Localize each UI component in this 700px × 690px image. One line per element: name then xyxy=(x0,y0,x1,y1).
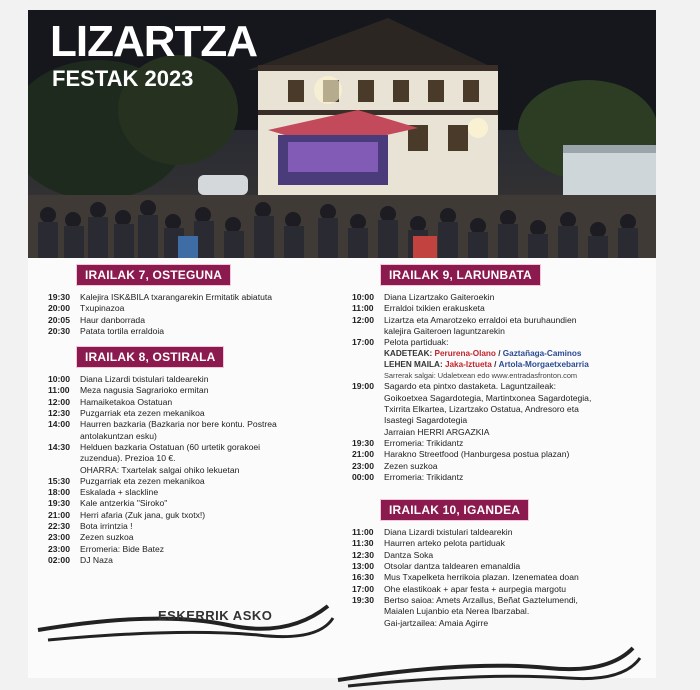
event-time xyxy=(48,453,80,464)
day-badge-saturday: IRAILAK 9, LARUNBATA xyxy=(380,264,541,286)
event-time: 12:00 xyxy=(48,396,70,407)
event-time: 11:00 xyxy=(48,385,70,396)
schedule-row xyxy=(352,449,652,460)
event-text: Puzgarriak eta zezen mekanikoa xyxy=(80,408,205,419)
event-time: 02:00 xyxy=(48,554,70,565)
event-time: 23:00 xyxy=(48,532,70,543)
event-text: Erraldoi txikien erakusketa xyxy=(384,303,485,314)
event-time: 20:00 xyxy=(48,303,70,314)
event-time xyxy=(48,465,80,476)
schedule-row xyxy=(352,550,652,561)
schedule-row xyxy=(352,472,652,483)
header-photo xyxy=(28,10,656,258)
event-time: 19:30 xyxy=(352,594,374,605)
event-text: Mus Txapelketa herrikoia plazan. Izenematea doan xyxy=(384,572,579,583)
event-text: antolakuntzan esku) xyxy=(80,430,157,441)
schedule-row xyxy=(352,337,652,348)
event-text: Goikoetxea Sagardotegia, Martintxonea Sagardotegia, xyxy=(384,392,592,403)
schedule-row xyxy=(352,303,652,314)
event-text: Erromeria: Bide Batez xyxy=(80,543,165,554)
event-text: Haur danborrada xyxy=(80,314,145,325)
event-time xyxy=(48,431,80,442)
schedule-row xyxy=(352,527,652,538)
event-time xyxy=(352,427,384,438)
schedule-row xyxy=(48,544,348,555)
schedule-row xyxy=(48,532,348,543)
event-text: Helduen bazkaria Ostatuan (60 urtetik gorakoei xyxy=(80,441,261,452)
event-time: 11:00 xyxy=(352,303,374,314)
event-time: 19:30 xyxy=(48,498,70,509)
day-badge-friday: IRAILAK 8, OSTIRALA xyxy=(76,346,224,368)
schedule-row xyxy=(352,538,652,549)
event-time: 00:00 xyxy=(352,471,374,482)
event-time xyxy=(352,415,384,426)
event-text: Haurren arteko pelota partiduak xyxy=(384,538,505,549)
schedule-row xyxy=(352,292,652,303)
schedule-row xyxy=(48,510,348,521)
event-text: Bertso saioa: Amets Arzallus, Beñat Gaztelumendi, xyxy=(384,594,578,605)
event-time: 21:00 xyxy=(352,449,374,460)
event-text: Erromeria: Trikidantz xyxy=(384,471,464,482)
event-text: Txupinazoa xyxy=(80,303,125,314)
event-text: Sagardo eta pintxo dastaketa. Laguntzaileak: xyxy=(384,381,556,392)
title-subtitle: FESTAK 2023 xyxy=(52,66,194,91)
schedule-row xyxy=(48,498,348,509)
event-time: 15:30 xyxy=(48,475,70,486)
event-text: Harakno Streetfood (Hanburgesa postua plazan) xyxy=(384,449,570,460)
event-text: Kalejira ISK&BILA txarangarekin Ermitatik abiatuta xyxy=(80,292,273,302)
festival-poster xyxy=(28,10,656,678)
event-text: Gai-jartzailea: Amaia Agirre xyxy=(384,617,489,628)
pelota-kadeteak: KADETEAK: Perurena-Olano / Gaztañaga-Caminos xyxy=(384,349,582,359)
schedule-row xyxy=(48,385,348,396)
event-time xyxy=(352,393,384,404)
schedule-row xyxy=(48,487,348,498)
pelota-lehen-maila: LEHEN MAILA: Jaka-Iztueta / Artola-Morgaetxebarria xyxy=(384,360,589,370)
day2-schedule xyxy=(48,374,348,566)
event-time: 11:00 xyxy=(352,527,374,538)
schedule-row xyxy=(352,427,652,438)
event-text: Dantza Soka xyxy=(384,549,434,560)
event-text: Kale antzerkia "Siroko" xyxy=(80,498,168,509)
schedule-row xyxy=(352,315,652,326)
schedule-row xyxy=(48,476,348,487)
event-time: 17:00 xyxy=(352,337,374,348)
event-time: 14:00 xyxy=(48,419,70,430)
event-time: 19:30 xyxy=(352,437,374,448)
schedule-row xyxy=(352,461,652,472)
event-text: zuzendua). Prezioa 10 €. xyxy=(80,453,176,464)
event-text: OHARRA: Txartelak salgai ohiko lekuetan xyxy=(80,464,240,475)
schedule-row xyxy=(48,315,348,326)
event-text: Erromeria: Trikidantz xyxy=(384,437,464,448)
schedule-row xyxy=(352,404,652,415)
schedule-row xyxy=(352,438,652,449)
event-time: 12:30 xyxy=(48,408,70,419)
schedule-row xyxy=(48,431,348,442)
schedule-row xyxy=(48,521,348,532)
event-time: 12:00 xyxy=(352,314,374,325)
schedule-row xyxy=(48,397,348,408)
day-badge-thursday: IRAILAK 7, OSTEGUNA xyxy=(76,264,231,286)
schedule-row xyxy=(352,381,652,392)
event-text: Diana Lizardi txistulari taldearekin xyxy=(384,527,513,538)
event-time: 20:05 xyxy=(48,314,70,325)
event-time: 16:30 xyxy=(352,572,374,583)
event-text: Eskalada + slackline xyxy=(80,487,159,498)
schedule-row xyxy=(352,326,652,337)
day3-schedule-cont xyxy=(352,381,652,483)
event-time: 23:00 xyxy=(48,543,70,554)
schedule-row xyxy=(352,393,652,404)
event-text: Isastegi Sagardotegia xyxy=(384,415,468,426)
event-text: Diana Lizartzako Gaiteroekin xyxy=(384,292,495,302)
day-badge-sunday: IRAILAK 10, IGANDEA xyxy=(380,499,529,521)
event-text: Maialen Lujanbio eta Nerea Ibarzabal. xyxy=(384,606,530,617)
event-text: Diana Lizardi txistulari taldearekin xyxy=(80,374,209,385)
event-text: Pelota partiduak: xyxy=(384,337,449,348)
event-time xyxy=(352,404,384,415)
left-column xyxy=(48,264,348,566)
event-time: 14:30 xyxy=(48,441,70,452)
event-time: 22:30 xyxy=(48,521,70,532)
event-time: 10:00 xyxy=(352,292,374,302)
schedule-row xyxy=(48,303,348,314)
event-text: Txirrita Elkartea, Lizartzako Ostatua, Andresoro eta xyxy=(384,404,579,415)
schedule-row xyxy=(48,442,348,453)
event-text: Bota irrintzia ! xyxy=(80,521,133,532)
schedule-row xyxy=(48,326,348,337)
poster-title xyxy=(50,18,257,92)
event-text: Hamaiketakoa Ostatuan xyxy=(80,396,173,407)
schedule-row xyxy=(48,453,348,464)
event-text: Otsolar dantza taldearen emanaldia xyxy=(384,561,521,572)
event-time: 13:00 xyxy=(352,561,374,572)
day1-schedule xyxy=(48,292,348,337)
event-time: 18:00 xyxy=(48,487,70,498)
schedule-row xyxy=(48,292,348,303)
event-text: Patata tortila erraldoia xyxy=(80,325,165,336)
schedule-row xyxy=(48,419,348,430)
event-time: 20:30 xyxy=(48,325,70,336)
event-time xyxy=(352,326,384,337)
event-text: kalejira Gaiteroen laguntzarekin xyxy=(384,325,505,336)
event-time: 19:00 xyxy=(352,381,374,392)
event-text: Lizartza eta Amarotzeko erraldoi eta buruhaundien xyxy=(384,314,577,325)
event-text: Haurren bazkaria (Bazkaria nor bere kontu. Postrea xyxy=(80,419,277,430)
decorative-swoosh xyxy=(28,570,656,690)
title-main: LIZARTZA xyxy=(50,17,258,66)
event-text: DJ Naza xyxy=(80,554,113,565)
event-text: Ohe elastikoak + apar festa + aurpegia margotu xyxy=(384,583,567,594)
schedule-row xyxy=(48,408,348,419)
event-time: 17:00 xyxy=(352,583,374,594)
event-time: 12:30 xyxy=(352,549,374,560)
event-time: 11:30 xyxy=(352,538,374,549)
day3-schedule xyxy=(352,292,652,348)
event-text: Puzgarriak eta zezen mekanikoa xyxy=(80,475,205,486)
event-text: Jarraian HERRI ARGAZKIA xyxy=(384,426,490,437)
event-text: Zezen suzkoa xyxy=(80,532,134,543)
event-time: 10:00 xyxy=(48,374,70,385)
schedule-row xyxy=(352,415,652,426)
event-time: 19:30 xyxy=(48,292,70,302)
schedule-row xyxy=(48,555,348,566)
pelota-tickets: Sarrerak salgai: Udaletxean edo www.entradasfronton.com xyxy=(384,371,578,381)
event-time: 23:00 xyxy=(352,460,374,471)
schedule-row xyxy=(48,465,348,476)
event-text: Meza nagusia Sagrarioko ermitan xyxy=(80,385,209,396)
thanks-text: ESKERRIK ASKO xyxy=(158,608,273,623)
event-text: Zezen suzkoa xyxy=(384,460,438,471)
event-time: 21:00 xyxy=(48,509,70,520)
event-text: Herri afaria (Zuk jana, guk txotx!) xyxy=(80,509,206,520)
schedule-row xyxy=(48,374,348,385)
